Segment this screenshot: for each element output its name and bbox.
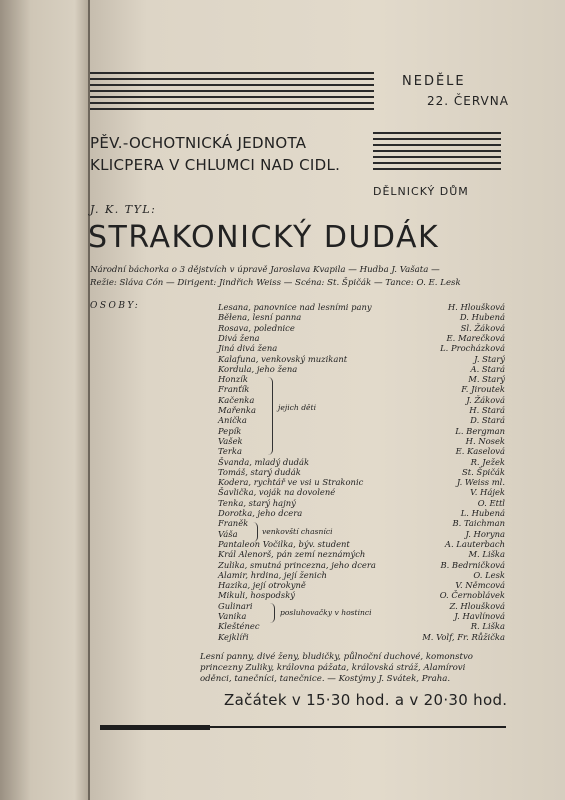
production-info-line-2: Režie: Sláva Cón — Dirigent: Jindřich Weiss — Scéna: St. Špičák — Tance: O. E. Lesk <box>90 278 461 288</box>
cast-role: Dorotka, jeho dcera <box>218 508 303 518</box>
cast-role: Franěk <box>218 518 249 529</box>
cast-actor: M. Starý <box>468 374 505 385</box>
cast-actor: O. Lesk <box>473 569 505 580</box>
cast-actor: Z. Hloušková <box>449 600 505 611</box>
cast-role: Kejklíři <box>218 631 249 642</box>
cast-actor: H. Stará <box>469 405 505 415</box>
peasants-brace <box>253 522 258 542</box>
cast-role: Rosava, polednice <box>218 322 295 333</box>
cast-role: Král Alenorš, pán zemí neznámých <box>218 549 366 560</box>
cast-actor: Sl. Žáková <box>460 322 505 333</box>
cast-actor: L. Bergman <box>455 425 505 436</box>
start-time: Začátek v 15·30 hod. a v 20·30 hod. <box>224 691 508 709</box>
cast-actor: E. Kaselová <box>455 446 505 457</box>
cast-actor: D. Stará <box>470 415 505 426</box>
cast-actor: L. Procházková <box>440 343 505 354</box>
cast-actor: J. Havlínová <box>454 611 505 621</box>
cast-role: Anička <box>218 415 247 426</box>
cast-actor: E. Marečková <box>446 332 505 343</box>
cast-role: Alamir, hrdina, její ženich <box>218 569 327 580</box>
cast-actor: R. Ježek <box>470 456 505 467</box>
cast-role: Tomáš, starý dudák <box>218 466 301 477</box>
cast-actor: D. Hubená <box>459 312 505 323</box>
cast-actor: B. Taichman <box>452 518 505 529</box>
venue: DĚLNICKÝ DŮM <box>373 185 469 198</box>
top-rules <box>90 72 374 114</box>
cast-actor: H. Hloušková <box>447 302 505 312</box>
cast-actor: V. Němcová <box>455 580 505 591</box>
cast-role: Mikuli, hospodský <box>218 590 296 601</box>
side-rules <box>373 132 501 174</box>
cast-role: Pepík <box>218 425 242 436</box>
cast-actor: R. Liška <box>470 621 505 632</box>
children-group-label: jejich děti <box>278 403 317 412</box>
cast-role: Tenka, starý hajný <box>218 497 296 508</box>
cast-role: Kačenka <box>218 394 255 405</box>
cast-actor: St. Špičák <box>462 466 505 477</box>
cast-role: Hazika, její otrokyně <box>218 580 306 591</box>
footer-line-2: princezny Zuliky, královna pážata, královská stráž, Alamírovi <box>200 663 466 673</box>
cast-actor: O. Ettl <box>477 497 505 508</box>
cast-role: Franťík <box>218 384 250 395</box>
cast-actor: J. Žáková <box>466 394 505 405</box>
cast-role: Pantaleon Vočilka, býv. student <box>218 538 350 549</box>
production-info-line-1: Národní báchorka o 3 dějstvích v úpravě Jaroslava Kvapila — Hudba J. Vašata — <box>90 265 440 275</box>
cast-role: Vašek <box>218 435 243 446</box>
cast-role: Kordula, jeho žena <box>218 363 298 374</box>
cast-role: Kodera, rychtář ve vsi u Strakonic <box>218 477 364 488</box>
date-day: 22. ČERVNA <box>427 94 509 108</box>
cast-role: Divá žena <box>218 332 260 343</box>
cast-role: Klešténec <box>218 621 260 632</box>
cast-actor: J. Weiss ml. <box>456 477 505 488</box>
date-weekday: NEDĚLE <box>402 74 466 89</box>
cast-role: Jiná divá žena <box>218 343 278 354</box>
cast-actor: L. Hubená <box>460 508 505 518</box>
cast-role: Zulika, smutná princezna, jeho dcera <box>218 559 376 570</box>
cast-role: Mařenka <box>218 405 256 415</box>
cast-role: Běłena, lesní panna <box>218 312 302 323</box>
cast-role: Terka <box>218 446 242 457</box>
cast-actor: H. Nosek <box>465 435 505 446</box>
play-title: STRAKONICKÝ DUDÁK <box>88 220 440 255</box>
cast-role: Honzík <box>218 374 248 385</box>
organizer-line-2: KLICPERA V CHLUMCI NAD CIDL. <box>90 156 341 174</box>
footer-line-1: Lesní panny, divé ženy, bludičky, půlnoční duchové, komonstvo <box>200 652 473 662</box>
cast-role: Vanika <box>218 611 247 621</box>
cast-role: Šavlička, voják na dovolené <box>218 487 336 498</box>
peasants-group-label: venkovští chasníci <box>262 527 333 536</box>
cast-actor: M. Liška <box>468 549 505 560</box>
cast-role: Lesana, panovnice nad lesními pany <box>218 302 372 312</box>
children-brace <box>268 377 273 455</box>
playbill-page <box>90 0 565 800</box>
organizer-line-1: PĚV.-OCHOTNICKÁ JEDNOTA <box>90 134 307 152</box>
cast-actor: V. Hájek <box>470 487 505 498</box>
cast-role: Švanda, mladý dudák <box>218 456 310 467</box>
cast-actor: O. Černoblávek <box>439 590 505 601</box>
bottom-bar <box>100 725 210 730</box>
cast-label: OSOBY: <box>90 301 141 311</box>
author: J. K. TYL: <box>90 203 157 216</box>
cast-actor: B. Bedrničková <box>440 559 505 570</box>
cast-actor: J. Starý <box>474 353 505 364</box>
footer-line-3: oděnci, tanečníci, tanečnice. — Kostýmy J. Svátek, Praha. <box>200 674 451 684</box>
servants-group-label: posluhovačky v hostinci <box>280 608 372 617</box>
cast-actor: M. Volf, Fr. Růžička <box>422 631 505 642</box>
cast-role: Gulinari <box>218 600 253 611</box>
servants-brace <box>270 603 275 623</box>
cast-role: Kalafuna, venkovský muzikant <box>218 353 348 364</box>
cast-actor: A. Lauterbach <box>444 538 505 549</box>
cast-actor: F. Jiroutek <box>461 384 505 395</box>
cast-role: Váša <box>218 528 238 539</box>
cast-actor: J. Horyna <box>465 528 505 539</box>
facing-page-edge <box>0 0 90 800</box>
cast-actor: A. Stará <box>470 363 505 374</box>
bottom-rule <box>210 726 506 728</box>
